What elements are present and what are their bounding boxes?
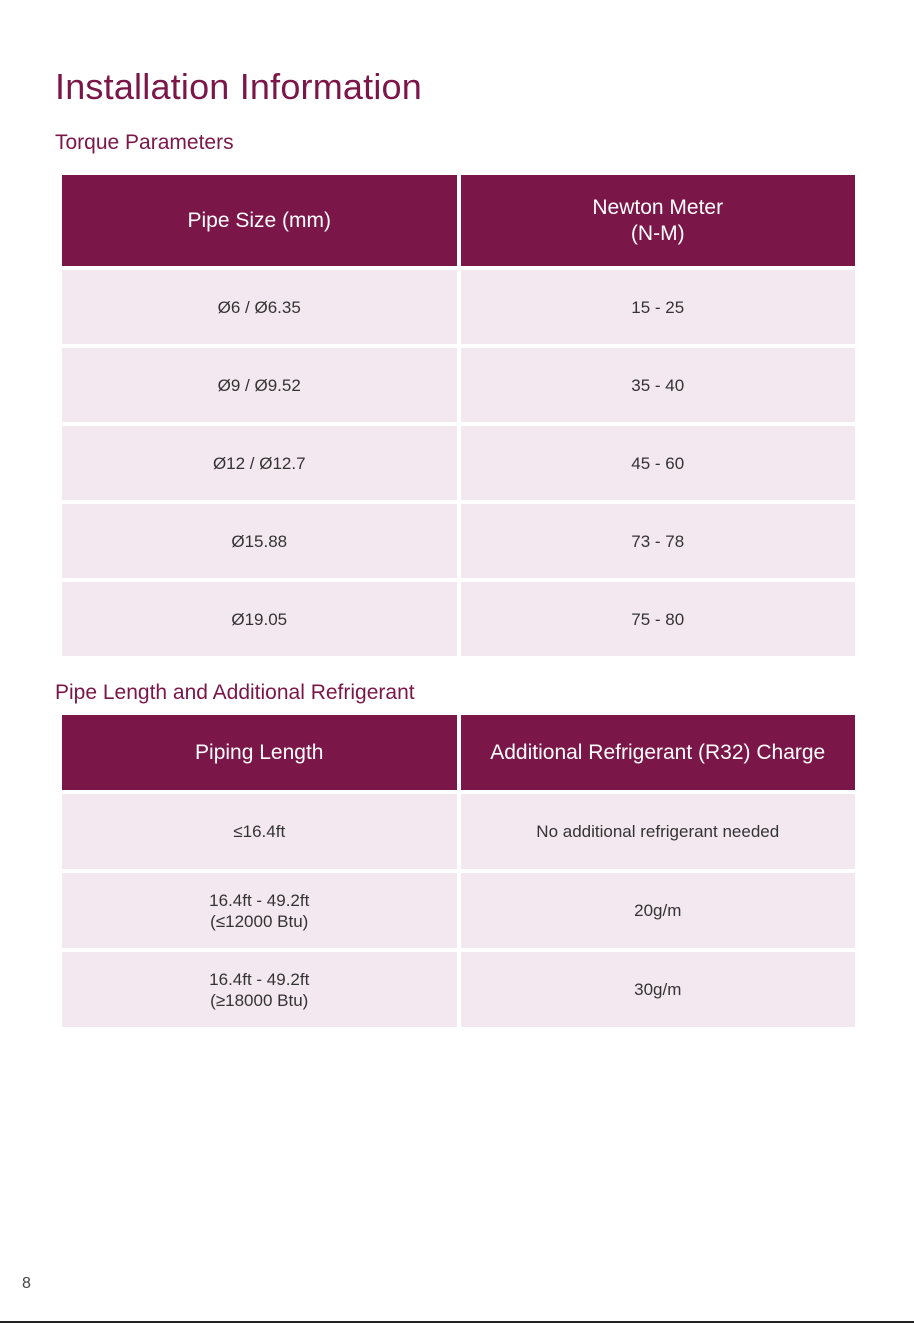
piping-length-line1: 16.4ft - 49.2ft <box>209 969 310 989</box>
torque-cell: 35 - 40 <box>461 348 856 422</box>
refrigerant-charge-cell: 20g/m <box>461 873 856 948</box>
bottom-divider <box>0 1321 914 1323</box>
newton-meter-header-line1: Newton Meter <box>592 195 724 219</box>
torque-section-title: Torque Parameters <box>55 131 234 154</box>
page-number: 8 <box>22 1275 31 1292</box>
torque-cell: 15 - 25 <box>461 270 856 344</box>
refrigerant-charge-cell: 30g/m <box>461 952 856 1027</box>
newton-meter-header <box>461 175 856 266</box>
pipe-size-cell: Ø19.05 <box>62 582 457 656</box>
piping-length-line1: ≤16.4ft <box>233 822 286 841</box>
table-row <box>62 582 855 656</box>
piping-length-line2: (≤12000 Btu) <box>210 911 309 931</box>
pipe-size-cell: Ø9 / Ø9.52 <box>62 348 457 422</box>
torque-cell: 45 - 60 <box>461 426 856 500</box>
refrigerant-table <box>58 711 859 1031</box>
pipe-size-cell: Ø12 / Ø12.7 <box>62 426 457 500</box>
pipe-size-cell: Ø15.88 <box>62 504 457 578</box>
torque-cell: 75 - 80 <box>461 582 856 656</box>
refrigerant-section-title: Pipe Length and Additional Refrigerant <box>55 681 415 704</box>
torque-cell: 73 - 78 <box>461 504 856 578</box>
piping-length-cell <box>62 794 457 869</box>
page-title: Installation Information <box>55 66 422 107</box>
piping-length-line2: (≥18000 Btu) <box>210 990 309 1010</box>
table-row <box>62 952 855 1027</box>
pipe-size-cell: Ø6 / Ø6.35 <box>62 270 457 344</box>
refrigerant-charge-cell: No additional refrigerant needed <box>461 794 856 869</box>
table-row <box>62 873 855 948</box>
piping-length-cell <box>62 952 457 1027</box>
piping-length-cell <box>62 873 457 948</box>
table-row <box>62 270 855 344</box>
newton-meter-header-line2: (N-M) <box>630 221 685 245</box>
table-row <box>62 794 855 869</box>
pipe-size-header: Pipe Size (mm) <box>62 175 457 266</box>
torque-table <box>58 171 859 660</box>
table-row <box>62 504 855 578</box>
table-header-row <box>62 715 855 790</box>
piping-length-header: Piping Length <box>62 715 457 790</box>
table-header-row <box>62 175 855 266</box>
table-row <box>62 426 855 500</box>
table-row <box>62 348 855 422</box>
refrigerant-charge-header: Additional Refrigerant (R32) Charge <box>461 715 856 790</box>
piping-length-line1: 16.4ft - 49.2ft <box>209 890 310 910</box>
